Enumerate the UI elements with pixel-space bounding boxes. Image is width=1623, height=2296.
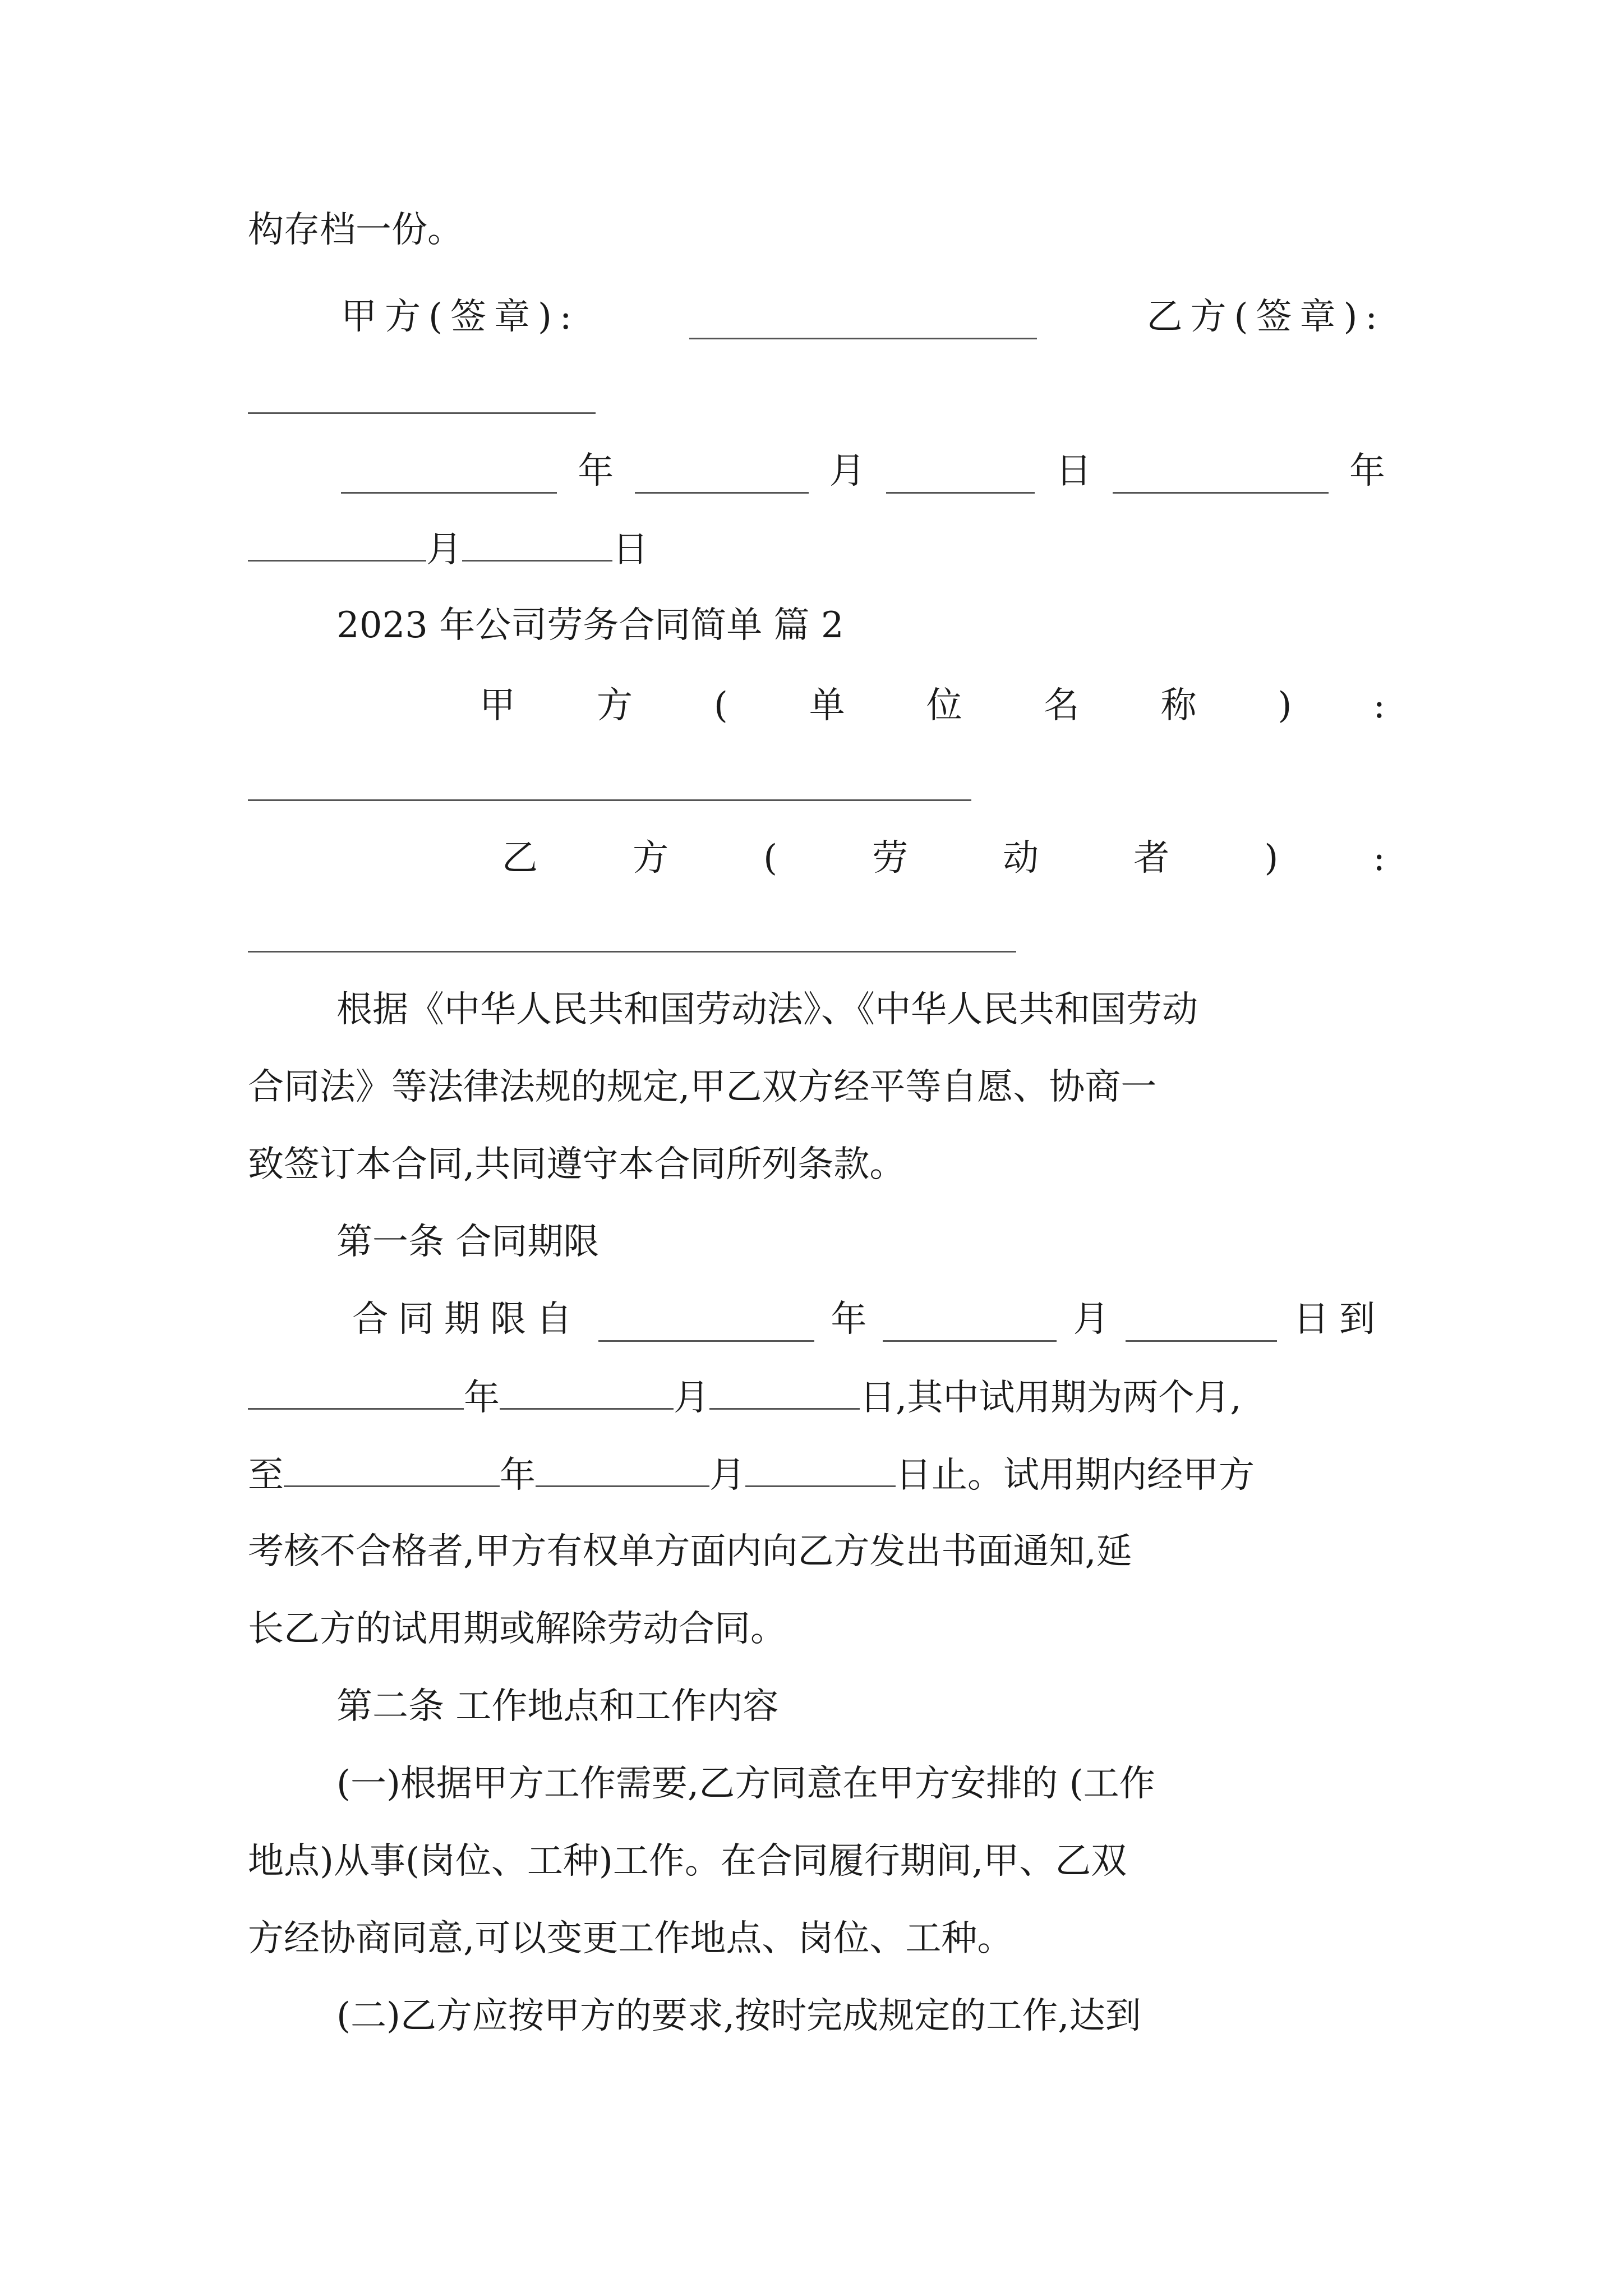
date-blank bbox=[635, 458, 809, 494]
date-line bbox=[248, 526, 648, 571]
paragraph-line: 地点)从事(岗位、工种)工作。在合同履行期间,甲、乙双 bbox=[248, 1841, 1127, 1882]
paragraph-line: 致签订本合同,共同遵守本合同所列条款。 bbox=[248, 1144, 906, 1185]
paragraph-line: 方经协商同意,可以变更工作地点、岗位、工种。 bbox=[248, 1918, 1013, 1959]
date-month-label: 月 bbox=[829, 450, 865, 492]
date-year-label: 年 bbox=[500, 1455, 536, 1496]
date-month-label: 月 bbox=[674, 1377, 709, 1419]
term-line bbox=[352, 1297, 1385, 1342]
party-b-name-blank bbox=[248, 951, 1016, 953]
party-a-signature-blank bbox=[689, 304, 1037, 339]
date-month-label: 月 bbox=[709, 1455, 745, 1496]
date-month-label: 月 bbox=[426, 529, 462, 570]
party-b-signature-blank bbox=[248, 412, 596, 414]
term-suffix: 日,其中试用期为两个月, bbox=[860, 1377, 1242, 1419]
paragraph-line: (二)乙方应按甲方的要求,按时完成规定的工作,达到 bbox=[336, 1995, 1141, 2037]
section-title: 2023 年公司劳务合同简单 篇 2 bbox=[336, 605, 844, 646]
date-blank bbox=[341, 458, 557, 494]
paragraph-line: 考核不合格者,甲方有权单方面内向乙方发出书面通知,延 bbox=[248, 1531, 1132, 1572]
date-blank bbox=[886, 458, 1035, 494]
date-blank bbox=[284, 1452, 500, 1487]
date-year-label: 年 bbox=[1349, 450, 1385, 492]
date-blank bbox=[248, 526, 426, 562]
party-a-name-blank bbox=[248, 799, 971, 801]
date-year-label: 年 bbox=[831, 1299, 867, 1340]
term-line bbox=[248, 1452, 1255, 1497]
party-b-line: 乙 方 ( 劳 动 者 ) : bbox=[502, 838, 1385, 879]
date-line bbox=[341, 449, 1385, 494]
paragraph-line: 合同法》等法律法规的规定,甲乙双方经平等自愿、协商一 bbox=[248, 1066, 1157, 1108]
signature-line bbox=[341, 295, 1385, 339]
term-line bbox=[248, 1374, 1242, 1419]
paragraph-line: 长乙方的试用期或解除劳动合同。 bbox=[248, 1608, 786, 1650]
date-year-label: 年 bbox=[578, 450, 614, 492]
term-to: 日到 bbox=[1293, 1299, 1385, 1340]
article-heading: 第二条 工作地点和工作内容 bbox=[336, 1686, 779, 1727]
date-blank bbox=[1113, 458, 1329, 494]
term-suffix: 日止。试用期内经甲方 bbox=[896, 1455, 1255, 1496]
date-day-label: 日 bbox=[612, 529, 648, 570]
date-blank bbox=[883, 1306, 1057, 1342]
date-blank bbox=[536, 1452, 709, 1487]
term-prefix: 至 bbox=[248, 1455, 284, 1496]
date-blank bbox=[462, 526, 612, 562]
date-month-label: 月 bbox=[1073, 1299, 1109, 1340]
date-year-label: 年 bbox=[464, 1377, 500, 1419]
date-blank bbox=[709, 1374, 860, 1410]
text-line: 构存档一份。 bbox=[248, 209, 463, 251]
party-a-line: 甲 方 ( 单 位 名 称 ) : bbox=[479, 685, 1385, 726]
article-heading: 第一条 合同期限 bbox=[336, 1221, 600, 1263]
paragraph-line: 根据《中华人民共和国劳动法》、《中华人民共和国劳动 bbox=[336, 989, 1198, 1030]
term-prefix: 合同期限自 bbox=[352, 1299, 582, 1340]
date-day-label: 日 bbox=[1055, 450, 1092, 492]
party-b-signature-label: 乙方(签章): bbox=[1146, 296, 1385, 338]
date-blank bbox=[745, 1452, 896, 1487]
date-blank bbox=[248, 1374, 464, 1410]
party-a-signature-label: 甲方(签章): bbox=[341, 296, 580, 338]
date-blank bbox=[500, 1374, 674, 1410]
date-blank bbox=[1126, 1306, 1277, 1342]
date-blank bbox=[598, 1306, 814, 1342]
paragraph-line: (一)根据甲方工作需要,乙方同意在甲方安排的 (工作 bbox=[336, 1763, 1155, 1805]
